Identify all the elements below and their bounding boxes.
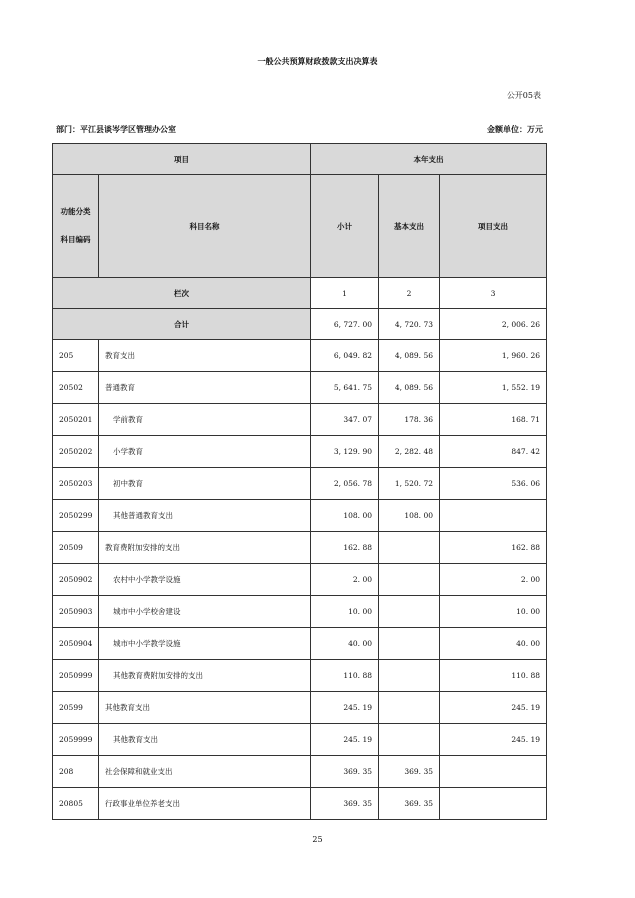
table-row: [53, 468, 547, 500]
row-name: 教育支出: [99, 340, 311, 372]
row-name: 其他教育费附加安排的支出: [99, 660, 311, 692]
row-code: 2050299: [53, 500, 99, 532]
row-code: 2050999: [53, 660, 99, 692]
header-subject-name: 科目名称: [99, 175, 311, 278]
department-label: 部门：平江县谈岑学区管理办公室: [56, 124, 176, 134]
row-name: 其他教育支出: [99, 724, 311, 756]
row-name: 教育费附加安排的支出: [99, 532, 311, 564]
row-project: 536. 06: [440, 468, 547, 500]
row-subtotal: 245. 19: [311, 692, 379, 724]
row-project: [440, 788, 547, 820]
row-subtotal: 40. 00: [311, 628, 379, 660]
total-project: 2, 006. 26: [440, 309, 547, 340]
row-code: 205: [53, 340, 99, 372]
row-name: 其他教育支出: [99, 692, 311, 724]
header-func-class-line1: 功能分类: [60, 207, 91, 216]
row-name: 行政事业单位养老支出: [99, 788, 311, 820]
header-subtotal: 小计: [311, 175, 379, 278]
row-name: 城市中小学校舍建设: [99, 596, 311, 628]
form-code: 公开05表: [506, 91, 541, 100]
row-project: 245. 19: [440, 724, 547, 756]
row-subtotal: 162. 88: [311, 532, 379, 564]
row-basic: 4, 089. 56: [379, 372, 440, 404]
table-row: [53, 372, 547, 404]
table-row: [53, 436, 547, 468]
row-subtotal: 108. 00: [311, 500, 379, 532]
row-basic: 1, 520. 72: [379, 468, 440, 500]
row-basic: 108. 00: [379, 500, 440, 532]
row-project: 40. 00: [440, 628, 547, 660]
row-name: 学前教育: [99, 404, 311, 436]
row-name: 初中教育: [99, 468, 311, 500]
total-subtotal: 6, 727. 00: [311, 309, 379, 340]
row-code: 208: [53, 756, 99, 788]
row-name: 其他普通教育支出: [99, 500, 311, 532]
row-code: 20599: [53, 692, 99, 724]
row-subtotal: 347. 07: [311, 404, 379, 436]
row-code: 20805: [53, 788, 99, 820]
row-code: 2050202: [53, 436, 99, 468]
total-row: [53, 309, 547, 340]
row-subtotal: 245. 19: [311, 724, 379, 756]
row-name: 小学教育: [99, 436, 311, 468]
row-project: 162. 88: [440, 532, 547, 564]
row-project: 847. 42: [440, 436, 547, 468]
row-basic: [379, 660, 440, 692]
header-func-class-line2: 科目编码: [60, 235, 91, 244]
row-basic: 178. 36: [379, 404, 440, 436]
row-basic: 369. 35: [379, 788, 440, 820]
row-subtotal: 10. 00: [311, 596, 379, 628]
row-basic: 2, 282. 48: [379, 436, 440, 468]
report-title: 一般公共预算财政拨款支出决算表: [257, 56, 378, 66]
table-row: [53, 564, 547, 596]
table-row: [53, 500, 547, 532]
table-row: [53, 756, 547, 788]
total-basic: 4, 720. 73: [379, 309, 440, 340]
row-basic: [379, 724, 440, 756]
row-project: 10. 00: [440, 596, 547, 628]
header-row-top: [53, 144, 547, 175]
row-code: 2050904: [53, 628, 99, 660]
row-basic: 4, 089. 56: [379, 340, 440, 372]
row-basic: 369. 35: [379, 756, 440, 788]
row-project: 110. 88: [440, 660, 547, 692]
row-code: 2050902: [53, 564, 99, 596]
header-col-2: 2: [379, 278, 440, 309]
header-column-label: 栏次: [53, 278, 311, 309]
table-row: [53, 404, 547, 436]
row-name: 城市中小学教学设施: [99, 628, 311, 660]
row-subtotal: 5, 641. 75: [311, 372, 379, 404]
row-subtotal: 369. 35: [311, 756, 379, 788]
row-basic: [379, 692, 440, 724]
row-basic: [379, 628, 440, 660]
row-project: 168. 71: [440, 404, 547, 436]
row-code: 20502: [53, 372, 99, 404]
row-name: 社会保障和就业支出: [99, 756, 311, 788]
row-subtotal: 110. 88: [311, 660, 379, 692]
header-row-columns: [53, 278, 547, 309]
total-label: 合计: [53, 309, 311, 340]
row-project: 1, 960. 26: [440, 340, 547, 372]
header-func-class: [53, 175, 99, 278]
row-subtotal: 6, 049. 82: [311, 340, 379, 372]
table-row: [53, 596, 547, 628]
row-basic: [379, 596, 440, 628]
row-project: 2. 00: [440, 564, 547, 596]
row-project: [440, 756, 547, 788]
table-row: [53, 724, 547, 756]
row-name: 普通教育: [99, 372, 311, 404]
page-number: 25: [312, 835, 323, 844]
row-code: 20509: [53, 532, 99, 564]
row-subtotal: 2. 00: [311, 564, 379, 596]
row-subtotal: 2, 056. 78: [311, 468, 379, 500]
table-row: [53, 628, 547, 660]
table-row: [53, 340, 547, 372]
table-row: [53, 692, 547, 724]
row-code: 2050903: [53, 596, 99, 628]
row-code: 2050203: [53, 468, 99, 500]
table-row: [53, 660, 547, 692]
row-code: 2050201: [53, 404, 99, 436]
row-project: 1, 552. 19: [440, 372, 547, 404]
row-name: 农村中小学教学设施: [99, 564, 311, 596]
header-project: 项目: [53, 144, 311, 175]
header-current-year: 本年支出: [311, 144, 547, 175]
expenditure-table: [52, 143, 547, 820]
row-code: 2059999: [53, 724, 99, 756]
header-project-exp: 项目支出: [440, 175, 547, 278]
row-subtotal: 369. 35: [311, 788, 379, 820]
header-col-1: 1: [311, 278, 379, 309]
row-project: [440, 500, 547, 532]
header-basic: 基本支出: [379, 175, 440, 278]
table-row: [53, 788, 547, 820]
table-row: [53, 532, 547, 564]
header-row-mid: [53, 175, 547, 278]
row-subtotal: 3, 129. 90: [311, 436, 379, 468]
header-col-3: 3: [440, 278, 547, 309]
row-basic: [379, 564, 440, 596]
row-project: 245. 19: [440, 692, 547, 724]
row-basic: [379, 532, 440, 564]
unit-label: 金额单位：万元: [487, 124, 543, 134]
